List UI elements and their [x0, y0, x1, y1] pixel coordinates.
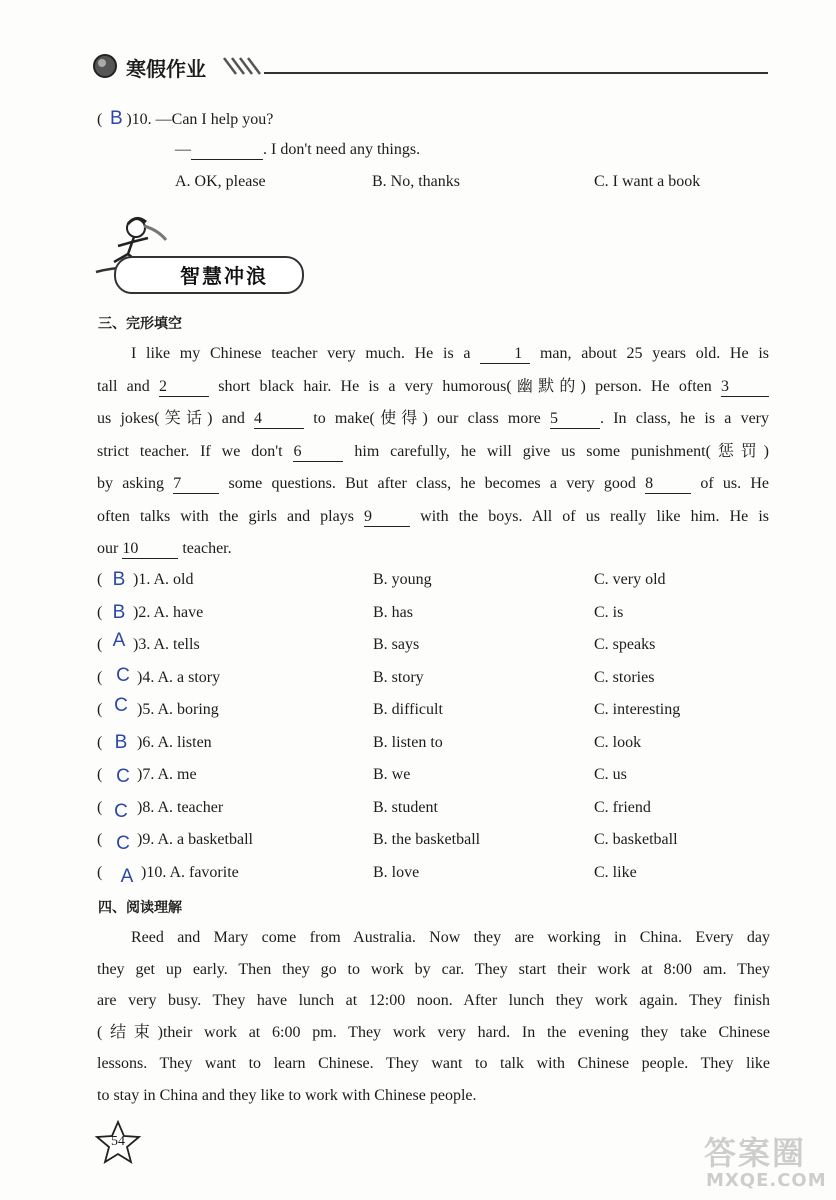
q10-prev-reply: — . I don't need any things. — [175, 141, 421, 158]
passage-line: our 10 teacher. — [97, 540, 232, 557]
passage-line: are very busy. They have lunch at 12:00 noon. After lunch they work again. They finish — [97, 992, 770, 1010]
answer-mark: C — [116, 833, 130, 854]
question-row: ( C )9. A. a basketball B. the basketball C. basketball — [97, 831, 678, 854]
reading-passage — [97, 922, 770, 1112]
option-b: B. story — [373, 668, 424, 686]
passage-line: Reed and Mary come from Australia. Now they are working in China. Every day — [131, 929, 770, 946]
option-c: C. friend — [594, 798, 651, 816]
option-b: B. we — [373, 766, 411, 783]
watermark-top: 答案圈 — [704, 1134, 807, 1172]
section-banner — [92, 214, 302, 294]
option-c: C. look — [594, 733, 642, 751]
option-a: )7. A. me — [137, 766, 197, 783]
watermark-logo — [700, 1128, 834, 1198]
answer-mark: C — [114, 695, 128, 716]
section3-heading: 三、完形填空 — [98, 316, 182, 332]
question-row: ( C )4. A. a story B. story C. stories — [97, 664, 655, 686]
cloze-blank: 2 — [159, 378, 209, 397]
cloze-blank: 7 — [173, 475, 219, 494]
cloze-blank: 5 — [550, 410, 600, 429]
cloze-blank: 8 — [645, 475, 691, 494]
cloze-blank: 1 — [480, 345, 530, 364]
cloze-blank: 4 — [254, 410, 304, 429]
page-header — [92, 50, 768, 82]
section4-heading: 四、阅读理解 — [98, 900, 182, 916]
option-c: C. stories — [594, 668, 655, 686]
option-a: )6. A. listen — [137, 733, 212, 751]
passage-line: often talks with the girls and plays 9 with the boys. All of us really like him. He is — [97, 507, 770, 525]
answer-mark: C — [116, 766, 130, 787]
question-row: ( B )6. A. listen B. listen to C. look — [97, 731, 642, 753]
header-rule — [264, 72, 768, 74]
passage-line: by asking 7 some questions. But after class, he becomes a very good 8 of us. He — [97, 475, 769, 492]
option-b: B. says — [373, 636, 420, 653]
answer-mark: B — [114, 731, 128, 753]
question-row: ( A )3. A. tells B. says C. speaks — [97, 630, 656, 653]
answer-mark: B — [112, 601, 126, 623]
option-c: C. us — [594, 766, 627, 783]
option-c: C. I want a book — [594, 173, 701, 190]
answer-mark: C — [114, 800, 128, 822]
question-stem: )10. —Can I help you? — [126, 111, 274, 128]
option-c: C. basketball — [594, 831, 678, 848]
answer-mark: B — [109, 108, 123, 129]
header-slashes-icon — [220, 54, 264, 78]
option-b: B. student — [373, 798, 438, 816]
question-row: ( C )7. A. me B. we C. us — [97, 766, 627, 787]
cloze-blank: 9 — [364, 508, 410, 527]
cloze-passage — [97, 338, 769, 566]
option-c: C. very old — [594, 571, 666, 588]
option-c: C. interesting — [594, 701, 681, 718]
option-b: B. No, thanks — [372, 173, 460, 190]
option-b: B. has — [373, 603, 413, 621]
passage-line: to stay in China and they like to work with Chinese people. — [97, 1086, 477, 1104]
option-a: )8. A. teacher — [137, 798, 224, 816]
option-a: )4. A. a story — [137, 668, 221, 686]
q10-prev-row: ( B )10. —Can I help you? — [97, 108, 274, 129]
page-number-badge — [94, 1120, 142, 1166]
answer-mark: B — [112, 569, 126, 590]
passage-line: (结束)their work at 6:00 pm. They work very hard. In the evening they take Chinese — [97, 1023, 770, 1041]
answer-mark: C — [116, 664, 130, 686]
option-a: A. OK, please — [175, 173, 266, 190]
question-list — [97, 569, 737, 894]
cloze-blank: 6 — [293, 443, 343, 462]
option-b: B. love — [373, 863, 420, 881]
header-bullet-icon — [92, 53, 118, 79]
option-b: B. listen to — [373, 733, 443, 751]
question-row: ( C )8. A. teacher B. student C. friend — [97, 798, 651, 822]
option-b: B. young — [373, 571, 432, 588]
question-row: ( C )5. A. boring B. difficult C. interesting — [97, 695, 681, 718]
option-a: )5. A. boring — [137, 701, 219, 718]
watermark-bottom: MXQE.COM — [706, 1170, 827, 1191]
passage-line: lessons. They want to learn Chinese. They want to talk with Chinese people. They like — [97, 1055, 770, 1073]
answer-mark: A — [112, 630, 126, 651]
banner-title: 智慧冲浪 — [180, 264, 268, 288]
option-a: )2. A. have — [133, 603, 204, 621]
option-b: B. the basketball — [373, 831, 481, 848]
cloze-blank: 10 — [122, 540, 178, 559]
option-c: C. like — [594, 863, 637, 881]
page-number: 54 — [111, 1134, 125, 1149]
answer-mark: A — [120, 865, 134, 887]
passage-line: strict teacher. If we don't 6 him carefully, he will give us some punishment(惩罚) — [97, 442, 769, 460]
option-c: C. is — [594, 603, 624, 621]
passage-line: they get up early. Then they go to work by car. They start their work at 8:00 am. They — [97, 960, 770, 978]
option-a: )9. A. a basketball — [137, 831, 253, 848]
passage-line: tall and 2 short black hair. He is a very humorous(幽默的) person. He often 3 — [97, 371, 769, 404]
option-a: )10. A. favorite — [141, 863, 239, 881]
passage-line: I like my Chinese teacher very much. He is a 1 man, about 25 years old. He is — [131, 345, 769, 362]
question-row: ( B )2. A. have B. has C. is — [97, 601, 624, 623]
passage-line: us jokes(笑话) and 4 to make(使得) our class more 5 . In class, he is a very — [97, 410, 770, 427]
header-title: 寒假作业 — [126, 57, 206, 81]
option-a: )1. A. old — [133, 571, 194, 588]
cloze-blank: 3 — [721, 378, 769, 397]
option-c: C. speaks — [594, 636, 656, 653]
question-row: ( A )10. A. favorite B. love C. like — [97, 863, 637, 887]
option-b: B. difficult — [373, 701, 443, 718]
option-a: )3. A. tells — [133, 636, 200, 653]
question-row: ( B )1. A. old B. young C. very old — [97, 569, 666, 590]
answer-blank — [191, 141, 263, 160]
